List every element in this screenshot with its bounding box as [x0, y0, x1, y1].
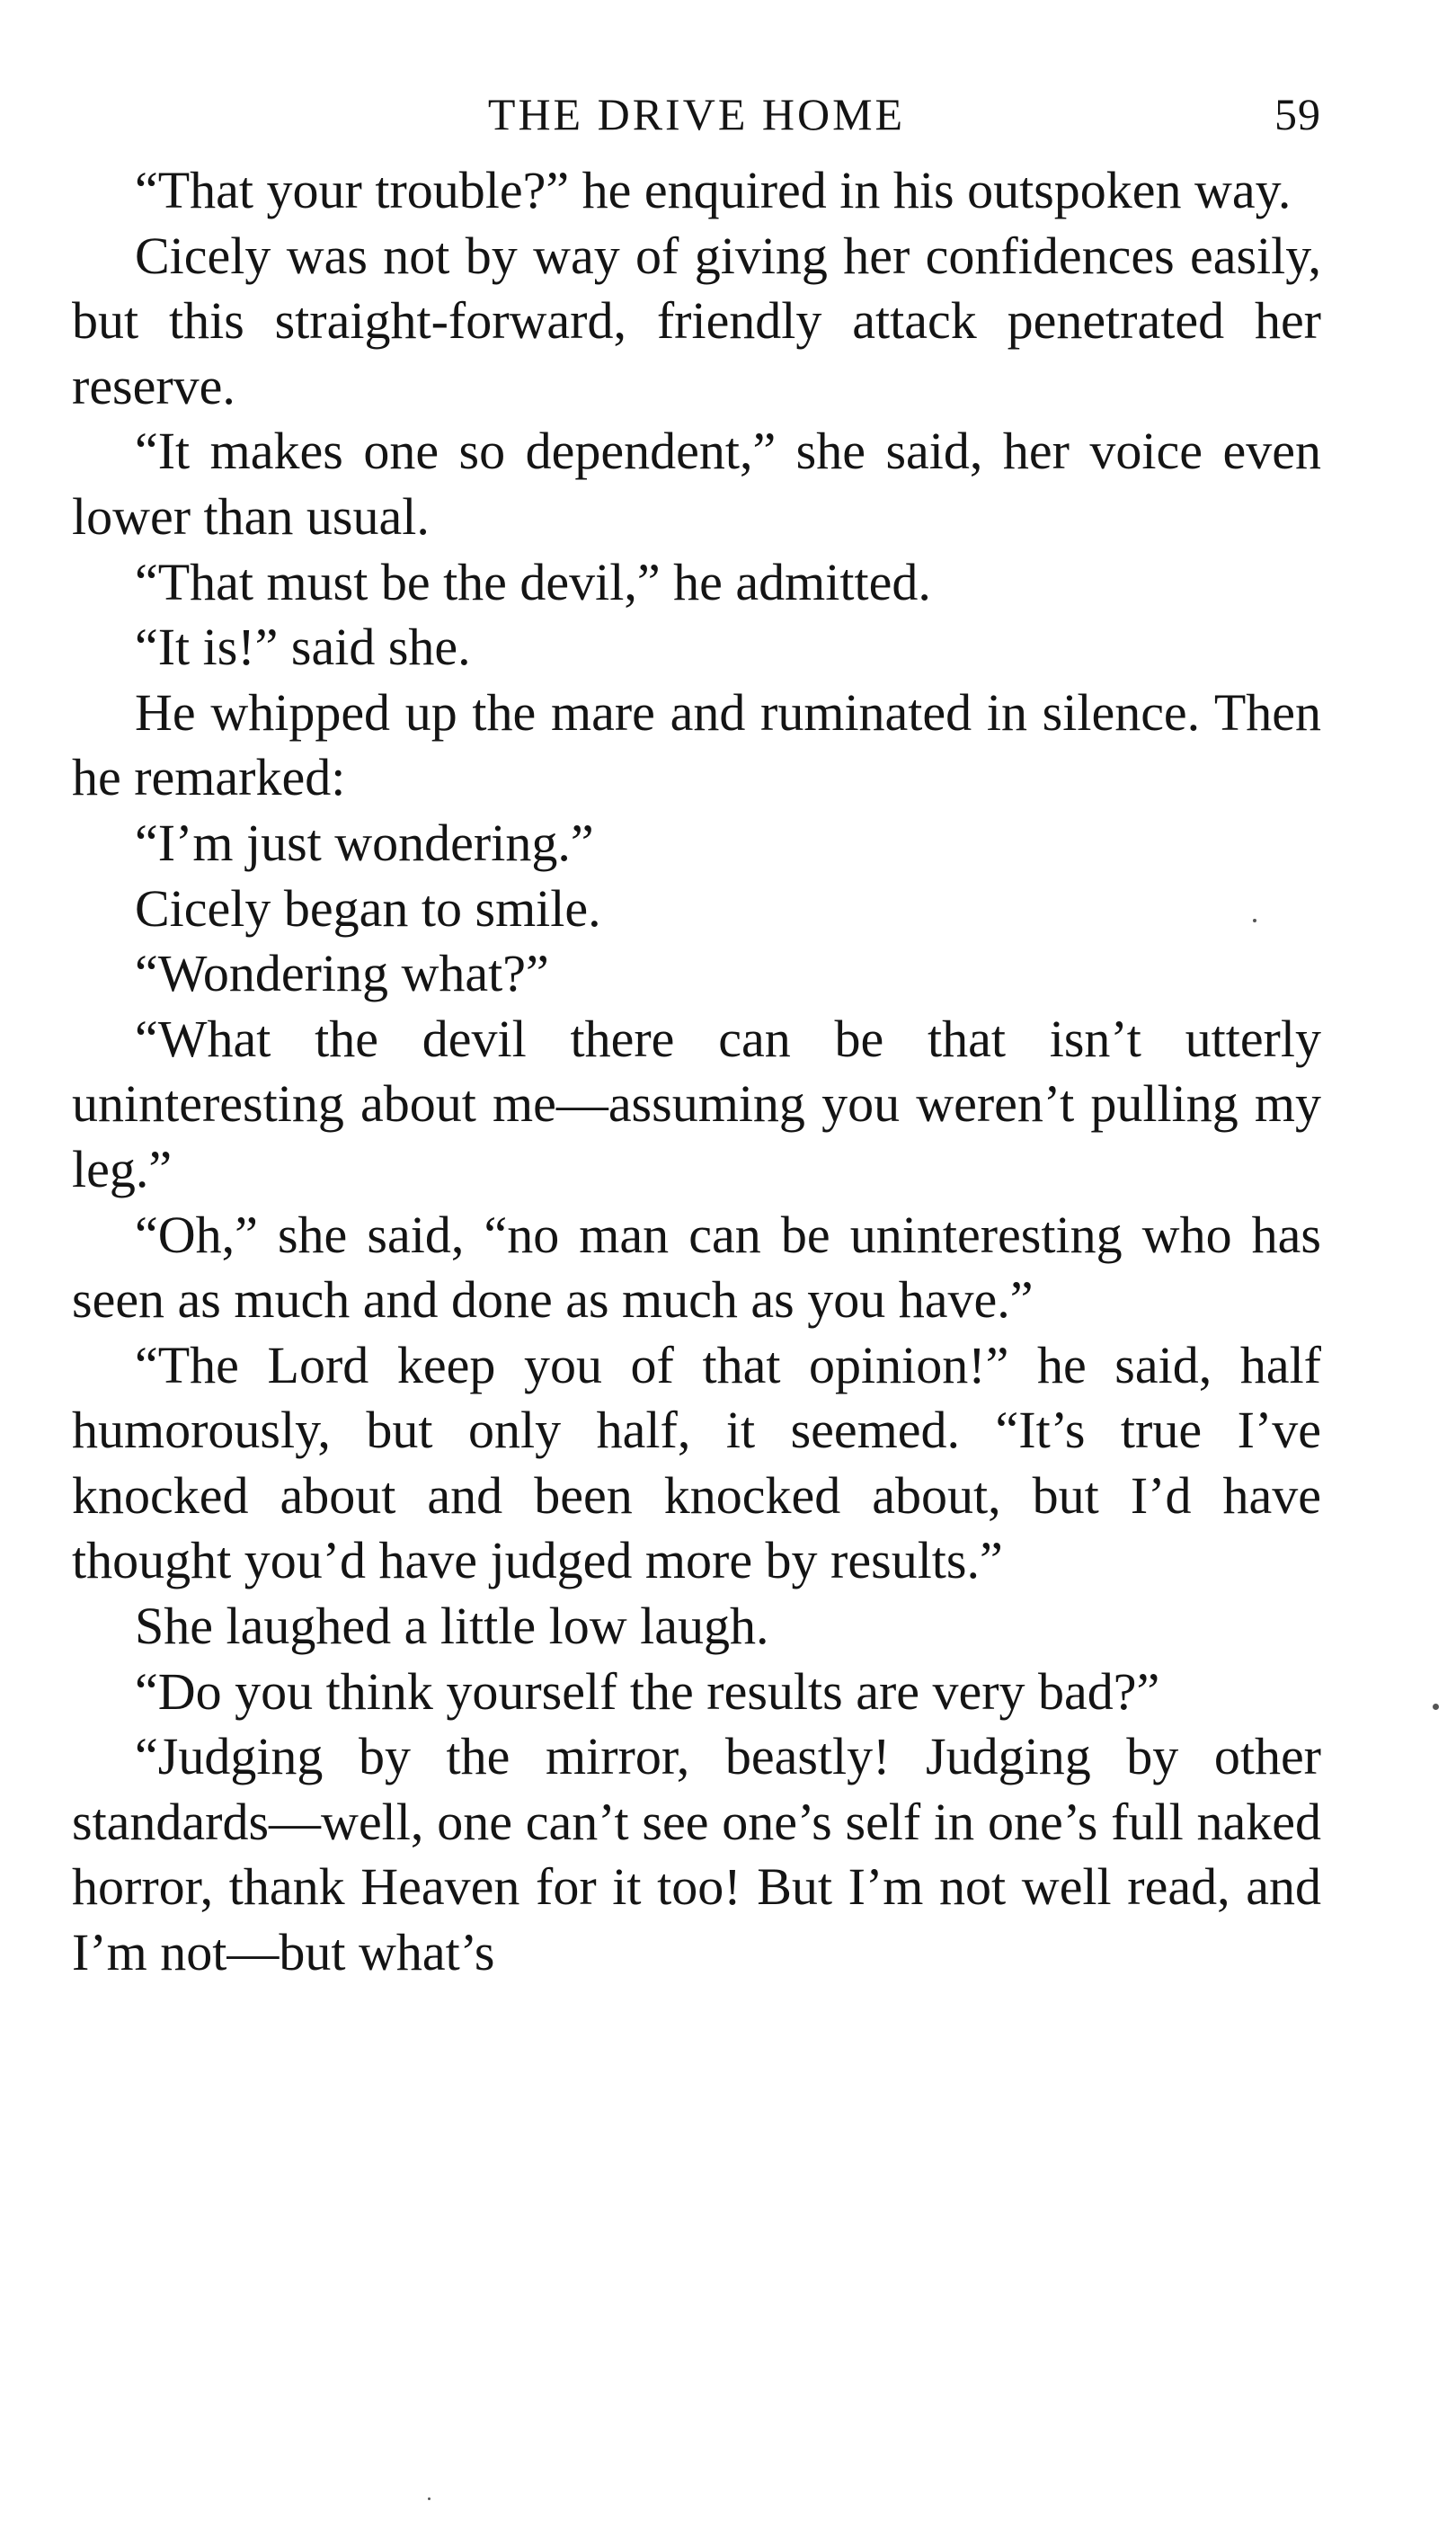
paragraph: “What the devil there can be that isn’t utterly uninteresting about me—assuming you weren’t pulling my leg.”	[72, 1009, 1321, 1198]
paragraph: “That must be the devil,” he admitted.	[135, 552, 931, 611]
paragraph: “Oh,” she said, “no man can be uninteresting who has seen as much and done as much as you have.”	[72, 1205, 1321, 1330]
paragraph: “Wondering what?”	[135, 944, 549, 1003]
paragraph: Cicely was not by way of giving her confidences easily, but this straight-forward, friendly attack penetrated her reserve.	[72, 226, 1321, 415]
running-title: THE DRIVE HOME	[487, 89, 906, 139]
body-text	[72, 158, 1321, 1986]
paragraph: “Judging by the mirror, beastly! Judging by other standards—well, one can’t see one’s self in one’s full naked horror, thank Heaven for it too! But I’m not well read, and I’m not—but what’s	[72, 1727, 1321, 1982]
paragraph: “The Lord keep you of that opinion!” he said, half humorously, but only half, it seemed. “It’s true I’ve knocked about and been knocked about, but I’d have thought you’d have judged more by results.”	[72, 1335, 1321, 1590]
paragraph: She laughed a little low laugh.	[135, 1597, 769, 1656]
book-page	[72, 81, 1321, 1986]
paragraph: “It makes one so dependent,” she said, her voice even lower than usual.	[72, 422, 1321, 546]
running-head	[72, 81, 1321, 153]
paper-speck	[1433, 1704, 1439, 1710]
paragraph: “That your trouble?” he enquired in his outspoken way.	[135, 161, 1292, 219]
paragraph: He whipped up the mare and ruminated in silence. Then he remarked:	[72, 682, 1321, 807]
paragraph: “Do you think yourself the results are very bad?”	[135, 1661, 1160, 1721]
paragraph: “It is!” said she.	[135, 618, 471, 677]
page-number: 59	[1274, 89, 1321, 139]
paper-speck	[428, 2497, 431, 2500]
paragraph: Cicely began to smile.	[135, 878, 601, 938]
paper-speck	[1253, 919, 1256, 922]
paragraph: “I’m just wondering.”	[135, 813, 594, 872]
